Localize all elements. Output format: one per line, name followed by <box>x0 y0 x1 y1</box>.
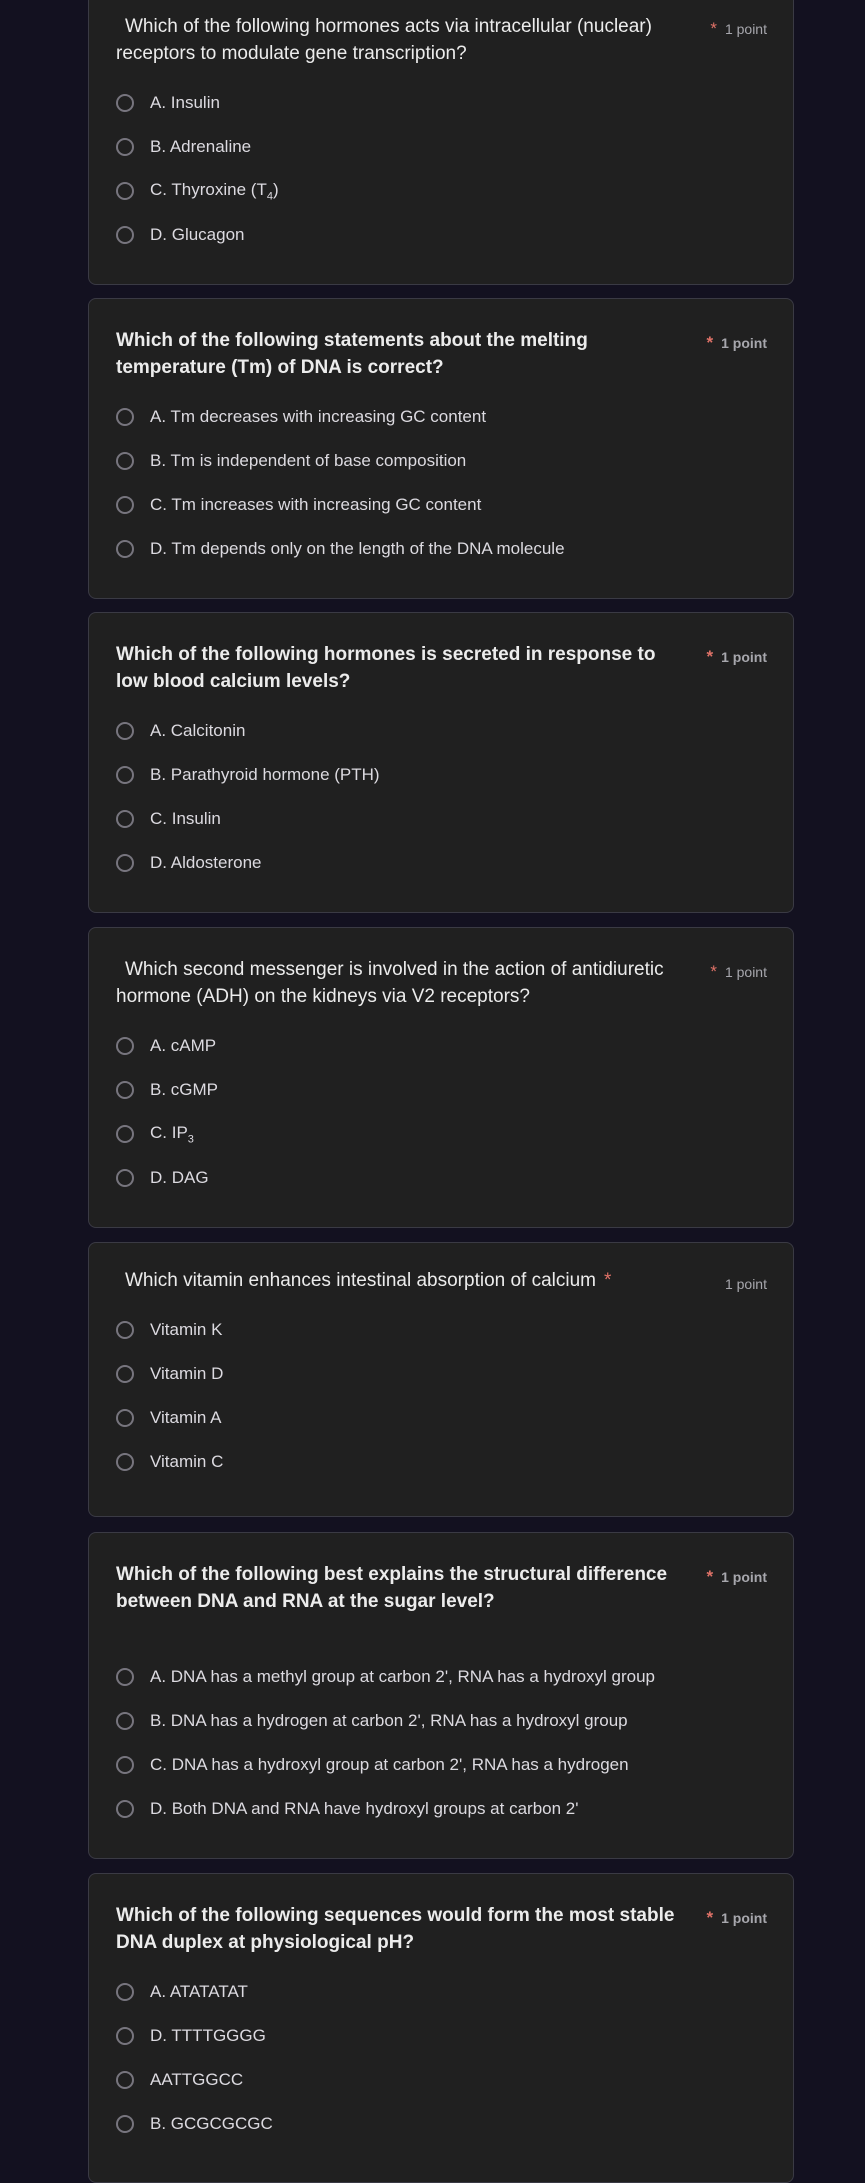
required-asterisk: * <box>706 1567 714 1586</box>
points-label: 1 point <box>724 1276 767 1292</box>
points-label: 1 point <box>721 649 767 665</box>
required-asterisk: * <box>706 1908 714 1927</box>
option-b[interactable]: B. DNA has a hydrogen at carbon 2', RNA has a hydroxyl group <box>89 1699 793 1743</box>
question-header <box>89 327 793 381</box>
radio-button[interactable] <box>116 722 134 740</box>
required-asterisk: * <box>706 333 714 352</box>
points-indicator <box>706 1904 767 1932</box>
points-label: 1 point <box>721 1910 767 1926</box>
option-a[interactable]: A. Tm decreases with increasing GC content <box>89 395 793 439</box>
question-card-3 <box>88 612 794 913</box>
radio-button[interactable] <box>116 1365 134 1383</box>
radio-button[interactable] <box>116 2115 134 2133</box>
option-vitamin-a[interactable]: Vitamin A <box>89 1396 793 1440</box>
points-label: 1 point <box>721 1569 767 1585</box>
radio-button[interactable] <box>116 766 134 784</box>
option-aattggcc[interactable]: AATTGGCC <box>89 2058 793 2102</box>
question-header <box>89 1902 793 1956</box>
radio-button[interactable] <box>116 540 134 558</box>
radio-button[interactable] <box>116 1756 134 1774</box>
options-list <box>89 1024 793 1200</box>
required-asterisk: * <box>706 647 714 666</box>
radio-button[interactable] <box>116 1125 134 1143</box>
question-card-4 <box>88 927 794 1228</box>
points-label: 1 point <box>721 335 767 351</box>
radio-button[interactable] <box>116 1081 134 1099</box>
question-header <box>89 1561 793 1615</box>
question-header <box>89 641 793 695</box>
radio-button[interactable] <box>116 1321 134 1339</box>
options-list <box>89 81 793 257</box>
options-list <box>89 1655 793 1831</box>
option-c[interactable]: C. Tm increases with increasing GC content <box>89 483 793 527</box>
option-d[interactable]: D. Both DNA and RNA have hydroxyl groups at carbon 2' <box>89 1787 793 1831</box>
radio-button[interactable] <box>116 810 134 828</box>
question-header <box>89 956 793 1010</box>
question-text: Which of the following statements about the melting temperature (Tm) of DNA is correct? <box>116 330 588 378</box>
radio-button[interactable] <box>116 226 134 244</box>
option-c[interactable]: C. Insulin <box>89 797 793 841</box>
required-asterisk: * <box>604 1270 612 1291</box>
option-d[interactable]: D. Tm depends only on the length of the DNA molecule <box>89 527 793 571</box>
points-indicator <box>710 15 767 43</box>
option-vitamin-c[interactable]: Vitamin C <box>89 1440 793 1484</box>
option-gcgcgcgc[interactable]: B. GCGCGCGC <box>89 2102 793 2146</box>
option-atatatat[interactable]: A. ATATATAT <box>89 1970 793 2014</box>
question-header <box>89 13 793 67</box>
radio-button[interactable] <box>116 138 134 156</box>
radio-button[interactable] <box>116 1409 134 1427</box>
question-card-2 <box>88 298 794 599</box>
points-indicator <box>706 1563 767 1591</box>
question-text: Which of the following hormones is secreted in response to low blood calcium levels? <box>116 644 656 692</box>
radio-button[interactable] <box>116 1800 134 1818</box>
radio-button[interactable] <box>116 94 134 112</box>
question-card-1 <box>88 0 794 285</box>
points-indicator <box>725 1271 767 1298</box>
radio-button[interactable] <box>116 2027 134 2045</box>
option-thyroxine[interactable]: C. Thyroxine $(T_4)$ <box>89 169 793 213</box>
radio-button[interactable] <box>116 1668 134 1686</box>
question-header <box>89 1267 793 1294</box>
options-list <box>89 709 793 885</box>
option-ttttgggg[interactable]: D. TTTTGGGG <box>89 2014 793 2058</box>
question-text: Which vitamin enhances intestinal absorption of calcium <box>125 1270 597 1291</box>
question-text: Which of the following best explains the structural difference between DNA and RNA at the sugar level? <box>116 1564 668 1612</box>
option-d[interactable]: D. Aldosterone <box>89 841 793 885</box>
option-insulin[interactable]: A. Insulin <box>89 81 793 125</box>
option-c[interactable]: C. DNA has a hydroxyl group at carbon 2', RNA has a hydrogen <box>89 1743 793 1787</box>
option-b[interactable]: B. Tm is independent of base composition <box>89 439 793 483</box>
points-label: 1 point <box>724 21 767 37</box>
options-list <box>89 395 793 571</box>
option-a[interactable]: A. DNA has a methyl group at carbon 2', RNA has a hydroxyl group <box>89 1655 793 1699</box>
points-label: 1 point <box>724 964 767 980</box>
option-b[interactable]: B. Parathyroid hormone (PTH) <box>89 753 793 797</box>
option-dag[interactable]: D. DAG <box>89 1156 793 1200</box>
radio-button[interactable] <box>116 452 134 470</box>
option-camp[interactable]: A. cAMP <box>89 1024 793 1068</box>
question-text: Which of the following sequences would form the most stable DNA duplex at physiological pH? <box>116 1905 675 1953</box>
radio-button[interactable] <box>116 1983 134 2001</box>
option-glucagon[interactable]: D. Glucagon <box>89 213 793 257</box>
options-list <box>89 1308 793 1484</box>
points-indicator <box>706 643 767 671</box>
radio-button[interactable] <box>116 854 134 872</box>
question-text: Which of the following hormones acts via intracellular (nuclear) receptors to modulate gene transcription? <box>116 16 652 64</box>
radio-button[interactable] <box>116 1453 134 1471</box>
option-vitamin-d[interactable]: Vitamin D <box>89 1352 793 1396</box>
option-cgmp[interactable]: B. cGMP <box>89 1068 793 1112</box>
radio-button[interactable] <box>116 182 134 200</box>
radio-button[interactable] <box>116 1037 134 1055</box>
radio-button[interactable] <box>116 1712 134 1730</box>
question-card-5 <box>88 1242 794 1517</box>
options-list <box>89 1970 793 2146</box>
option-vitamin-k[interactable]: Vitamin K <box>89 1308 793 1352</box>
question-text: Which second messenger is involved in the action of antidiuretic hormone (ADH) on the kidneys via V2 receptors? <box>116 959 664 1007</box>
radio-button[interactable] <box>116 2071 134 2089</box>
question-card-7 <box>88 1873 794 2183</box>
points-indicator <box>710 958 767 986</box>
radio-button[interactable] <box>116 408 134 426</box>
option-a[interactable]: A. Calcitonin <box>89 709 793 753</box>
option-adrenaline[interactable]: B. Adrenaline <box>89 125 793 169</box>
radio-button[interactable] <box>116 1169 134 1187</box>
radio-button[interactable] <box>116 496 134 514</box>
question-card-6 <box>88 1532 794 1859</box>
option-ip3[interactable]: C. $IP_3$ <box>89 1112 793 1156</box>
required-asterisk: * <box>710 962 717 981</box>
required-asterisk: * <box>710 19 717 38</box>
points-indicator <box>706 329 767 357</box>
